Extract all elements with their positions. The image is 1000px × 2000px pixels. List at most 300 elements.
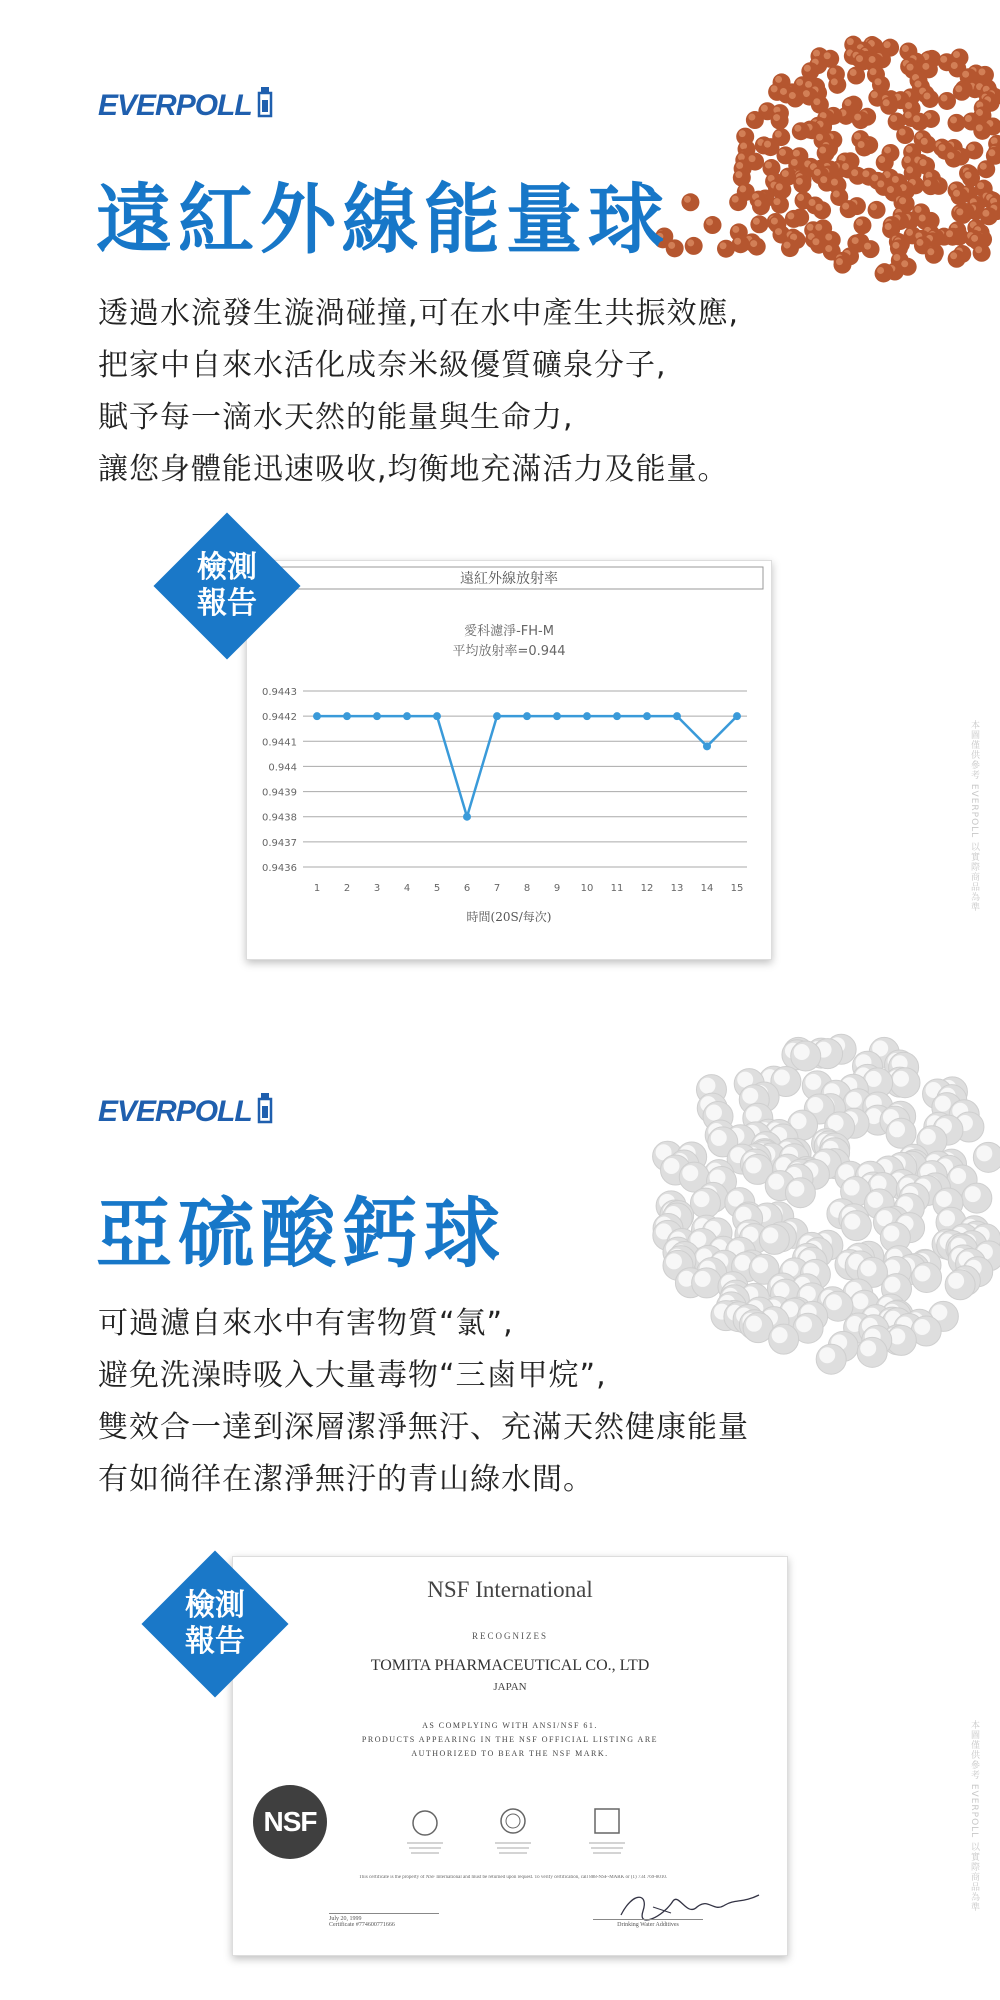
data-point — [493, 712, 501, 720]
red-ball-highlight — [816, 204, 823, 211]
red-ball — [896, 126, 914, 144]
nsf-logo-text: NSF — [263, 1806, 317, 1837]
red-ball — [852, 111, 870, 129]
red-ball-highlight — [950, 116, 957, 123]
red-ball-highlight — [884, 41, 891, 48]
red-ball — [813, 201, 831, 219]
red-ball-highlight — [854, 114, 861, 121]
red-ball — [954, 206, 972, 224]
red-ball-highlight — [825, 245, 832, 252]
red-ball-highlight — [870, 203, 877, 210]
red-ball-highlight — [748, 114, 755, 121]
red-ball-highlight — [796, 178, 803, 185]
red-ball — [833, 256, 851, 274]
red-ball-highlight — [816, 134, 823, 141]
desc-line: 可過濾自來水中有害物質“氯”, — [98, 1306, 514, 1341]
red-ball-highlight — [956, 208, 963, 215]
red-ball-highlight — [780, 88, 787, 95]
desc-line: 有如徜徉在潔淨無汙的青山綠水間。 — [98, 1462, 594, 1497]
red-ball — [752, 197, 770, 215]
white-ball-highlight — [711, 1130, 727, 1146]
red-ball-highlight — [953, 190, 960, 197]
red-ball-highlight — [901, 260, 908, 267]
white-ball-highlight — [950, 1168, 966, 1184]
white-ball-highlight — [746, 1106, 762, 1122]
red-ball-highlight — [965, 115, 972, 122]
red-ball — [729, 193, 747, 211]
white-ball-highlight — [860, 1340, 876, 1356]
side-disclaimer: 本圖僅供參考 EVERPOLL 以實際商品為準 — [969, 720, 979, 913]
red-ball-highlight — [940, 94, 947, 101]
red-ball-highlight — [805, 81, 812, 88]
red-ball — [938, 92, 956, 110]
red-ball-highlight — [874, 78, 881, 85]
data-point — [373, 712, 381, 720]
red-ball-highlight — [796, 79, 803, 86]
desc-line: 透過水流發生漩渦碰撞,可在水中產生共振效應, — [98, 296, 740, 331]
red-ball-highlight — [920, 159, 927, 166]
cert-recognizes: RECOGNIZES — [472, 1631, 548, 1641]
red-ball-highlight — [732, 196, 739, 203]
cert-statement — [233, 1719, 787, 1761]
white-ball-highlight — [663, 1158, 679, 1174]
x-tick-label: 15 — [730, 883, 744, 894]
white-ball-highlight — [752, 1257, 768, 1273]
x-tick-label: 11 — [610, 883, 624, 894]
red-ball-highlight — [750, 240, 757, 247]
red-ball-highlight — [869, 68, 876, 75]
white-ball-highlight — [774, 1070, 790, 1086]
red-ball-highlight — [854, 133, 861, 140]
red-ball — [911, 113, 929, 131]
desc-line: 雙效合一達到深層潔淨無汙、充滿天然健康能量 — [98, 1410, 749, 1445]
data-point — [643, 712, 651, 720]
white-ball-highlight — [976, 1145, 992, 1161]
red-ball-highlight — [982, 210, 989, 217]
cert-country: JAPAN — [493, 1681, 527, 1693]
red-ball-highlight — [927, 248, 934, 255]
red-ball-highlight — [978, 68, 985, 75]
white-ball-highlight — [772, 1327, 788, 1343]
red-ball-highlight — [735, 171, 742, 178]
red-ball-highlight — [915, 206, 922, 213]
white-ball-highlight — [774, 1282, 790, 1298]
red-ball-highlight — [921, 138, 928, 145]
section1-title: 遠紅外線能量球 — [96, 175, 670, 264]
red-ball — [704, 216, 722, 234]
red-ball — [875, 264, 893, 282]
red-ball-highlight — [976, 124, 983, 131]
red-ball-highlight — [914, 81, 921, 88]
red-ball-highlight — [797, 194, 804, 201]
cert-footer-note: This certificate is the property of NSF International and must be returned upon request. To verify certification, call 888-NSF-MARK or (1) 734 769-8010. — [358, 1875, 668, 1880]
red-ball-highlight — [939, 144, 946, 151]
white-ball-highlight — [867, 1192, 883, 1208]
red-ball-highlight — [794, 125, 801, 132]
red-ball-highlight — [946, 230, 953, 237]
red-ball-highlight — [947, 152, 954, 159]
red-ball-highlight — [775, 228, 782, 235]
desc-line: 賦予每一滴水天然的能量與生命力, — [98, 400, 574, 435]
red-ball-highlight — [922, 63, 929, 70]
data-point — [673, 712, 681, 720]
white-ball-highlight — [883, 1225, 899, 1241]
red-ball-highlight — [807, 224, 814, 231]
red-ball — [880, 97, 898, 115]
red-ball-highlight — [775, 76, 782, 83]
x-tick-label: 2 — [343, 883, 351, 894]
red-ball — [771, 112, 789, 130]
white-ball-highlight — [965, 1186, 981, 1202]
white-ball-highlight — [796, 1316, 812, 1332]
red-ball-highlight — [809, 199, 816, 206]
red-ball — [685, 237, 703, 255]
white-ball-highlight — [693, 1191, 709, 1207]
red-ball-highlight — [890, 115, 897, 122]
y-tick-label: 0.9438 — [262, 812, 297, 824]
red-ball — [921, 90, 939, 108]
desc-line: 讓您身體能迅速吸收,均衡地充滿活力及能量。 — [98, 452, 729, 487]
data-point — [613, 712, 621, 720]
red-ball-highlight — [856, 219, 863, 226]
red-ball-highlight — [919, 214, 926, 221]
white-ball-highlight — [844, 1214, 860, 1230]
red-ball-highlight — [814, 169, 821, 176]
red-ball-highlight — [905, 111, 912, 118]
data-point — [343, 712, 351, 720]
red-ball-highlight — [902, 45, 909, 52]
chart-subtitle: 平均放射率=0.944 — [452, 644, 566, 659]
red-ball — [717, 240, 735, 258]
red-ball-highlight — [884, 146, 891, 153]
red-ball — [793, 175, 811, 193]
red-ball-highlight — [892, 242, 899, 249]
x-tick-label: 10 — [580, 883, 594, 894]
desc-line: 避免洗澡時吸入大量毒物“三鹵甲烷”, — [98, 1358, 607, 1393]
red-ball-highlight — [771, 85, 778, 92]
badge-line: 檢測 — [197, 550, 257, 585]
cert-number: Certificate #774600771666 — [329, 1922, 395, 1928]
data-point — [703, 742, 711, 750]
red-ball-highlight — [955, 85, 962, 92]
red-ball-highlight — [779, 149, 786, 156]
white-ball-highlight — [948, 1273, 964, 1289]
red-ball — [973, 122, 991, 140]
red-ball-highlight — [847, 38, 854, 45]
y-tick-label: 0.9442 — [262, 712, 297, 724]
badge-line: 檢測 — [185, 1588, 245, 1623]
red-ball-highlight — [734, 238, 741, 245]
nsf-certificate-card — [232, 1556, 788, 1956]
white-ball-highlight — [860, 1260, 876, 1276]
y-tick-label: 0.9437 — [262, 837, 297, 849]
red-ball-highlight — [887, 186, 894, 193]
white-ball-highlight — [706, 1104, 722, 1120]
red-ball — [748, 238, 766, 256]
red-ball-highlight — [851, 169, 858, 176]
red-ball-highlight — [782, 170, 789, 177]
bottle-icon — [256, 86, 274, 126]
y-tick-label: 0.9439 — [262, 787, 297, 799]
white-ball-highlight — [807, 1097, 823, 1113]
x-tick-label: 4 — [403, 883, 411, 894]
red-ball-highlight — [687, 239, 694, 246]
white-ball-highlight — [844, 1180, 860, 1196]
badge-line: 報告 — [185, 1624, 245, 1659]
seal-icon — [413, 1811, 437, 1835]
red-ball — [746, 111, 764, 129]
data-point — [583, 712, 591, 720]
section2-title: 亞硫酸鈣球 — [96, 1189, 506, 1278]
data-point — [313, 712, 321, 720]
red-ball-highlight — [739, 130, 746, 137]
red-ball-highlight — [962, 71, 969, 78]
cert-statement-line: AUTHORIZED TO BEAR THE NSF MARK. — [411, 1749, 609, 1758]
everpoll-logo: EVERPOLL — [98, 86, 274, 126]
red-ball-highlight — [923, 92, 930, 99]
white-ball-highlight — [695, 1271, 711, 1287]
red-ball-highlight — [829, 68, 836, 75]
red-ball-highlight — [904, 156, 911, 163]
chart-title: 遠紅外線放射率 — [460, 571, 558, 587]
red-ball-highlight — [924, 180, 931, 187]
red-ball-highlight — [856, 55, 863, 62]
red-ball-highlight — [754, 200, 761, 207]
red-ball-highlight — [899, 129, 906, 136]
white-ball-highlight — [914, 1319, 930, 1335]
red-ball-highlight — [820, 176, 827, 183]
red-ball-highlight — [906, 166, 913, 173]
data-point — [463, 813, 471, 821]
white-ball-highlight — [828, 1115, 844, 1131]
red-ball-highlight — [732, 226, 739, 233]
badge-line: 報告 — [197, 586, 257, 621]
red-ball-highlight — [773, 114, 780, 121]
white-ball-highlight — [768, 1174, 784, 1190]
white-ball-highlight — [699, 1078, 715, 1094]
red-ball-highlight — [706, 219, 713, 226]
red-ball-highlight — [852, 237, 859, 244]
x-tick-label: 12 — [640, 883, 654, 894]
red-ball-highlight — [783, 242, 790, 249]
white-ball-highlight — [746, 1157, 762, 1173]
white-ball-highlight — [846, 1092, 862, 1108]
cert-statement-line: PRODUCTS APPEARING IN THE NSF OFFICIAL LISTING ARE — [361, 1735, 659, 1744]
red-ball-highlight — [813, 98, 820, 105]
white-ball-highlight — [885, 1277, 901, 1293]
red-ball-highlight — [773, 198, 780, 205]
red-ball-highlight — [771, 218, 778, 225]
red-ball — [951, 187, 969, 205]
y-tick-label: 0.944 — [268, 762, 297, 774]
y-tick-label: 0.9443 — [262, 687, 297, 698]
cert-date-block — [329, 1913, 439, 1928]
white-ball-highlight — [666, 1253, 682, 1269]
red-ball — [771, 196, 789, 214]
red-ball-highlight — [824, 52, 831, 59]
red-ball-highlight — [831, 179, 838, 186]
x-tick-label: 5 — [433, 883, 441, 894]
seal-icon — [595, 1809, 619, 1833]
red-ball — [922, 177, 940, 195]
red-ball-highlight — [883, 99, 890, 106]
red-ball-highlight — [842, 163, 849, 170]
data-point — [733, 712, 741, 720]
white-ball-highlight — [682, 1165, 698, 1181]
red-ball-highlight — [977, 182, 984, 189]
x-tick-label: 3 — [373, 883, 381, 894]
cert-org: NSF International — [427, 1577, 593, 1602]
red-ball — [785, 210, 803, 228]
white-ball-highlight — [805, 1074, 821, 1090]
red-ball — [973, 244, 991, 262]
white-ball-highlight — [819, 1347, 835, 1363]
red-ball-highlight — [850, 69, 857, 76]
x-tick-label: 9 — [553, 883, 561, 894]
section2-description — [98, 1298, 749, 1506]
red-ball-highlight — [775, 131, 782, 138]
red-ball — [853, 216, 871, 234]
white-ball-highlight — [920, 1129, 936, 1145]
red-ball — [792, 122, 810, 140]
red-ball-highlight — [913, 115, 920, 122]
white-ball-highlight — [939, 1210, 955, 1226]
red-ball-highlight — [878, 156, 885, 163]
side-disclaimer: 本圖僅供參考 EVERPOLL 以實際商品為準 — [969, 1720, 979, 1913]
red-ball-highlight — [975, 246, 982, 253]
red-ball — [925, 246, 943, 264]
red-ball-highlight — [988, 149, 995, 156]
red-ball-highlight — [862, 170, 869, 177]
white-ball-highlight — [915, 1265, 931, 1281]
red-ball-highlight — [905, 102, 912, 109]
red-ball-highlight — [761, 105, 768, 112]
red-ball — [977, 160, 995, 178]
red-ball-highlight — [916, 239, 923, 246]
red-ball-highlight — [764, 141, 771, 148]
red-ball — [786, 90, 804, 108]
red-ball-highlight — [899, 197, 906, 204]
red-ball-highlight — [940, 56, 947, 63]
cert-statement-line: AS COMPLYING WITH ANSI/NSF 61. — [422, 1721, 598, 1730]
red-ball-highlight — [753, 218, 760, 225]
white-ball-highlight — [893, 1071, 909, 1087]
red-ball-highlight — [825, 233, 832, 240]
red-ball-highlight — [980, 163, 987, 170]
white-ball-highlight — [742, 1088, 758, 1104]
x-axis-label: 時間(20S/每次) — [466, 910, 552, 924]
white-ball-highlight — [788, 1181, 804, 1197]
data-point — [403, 712, 411, 720]
red-ball-highlight — [804, 65, 811, 72]
red-ball — [847, 67, 865, 85]
red-ball-highlight — [971, 235, 978, 242]
red-ball-highlight — [864, 243, 871, 250]
red-ball — [862, 240, 880, 258]
red-ball — [681, 193, 699, 211]
red-ball — [945, 150, 963, 168]
x-tick-label: 6 — [463, 883, 471, 894]
red-ball-highlight — [965, 172, 972, 179]
red-ball — [750, 215, 768, 233]
red-ball-highlight — [842, 203, 849, 210]
data-point — [433, 712, 441, 720]
white-ball-highlight — [889, 1121, 905, 1137]
red-ball-highlight — [831, 78, 838, 85]
red-ball-highlight — [736, 162, 743, 169]
white-ball-highlight — [852, 1293, 868, 1309]
cert-company: TOMITA PHARMACEUTICAL CO., LTD — [370, 1657, 650, 1674]
red-ball-highlight — [968, 144, 975, 151]
red-ball — [944, 228, 962, 246]
red-ball-highlight — [871, 91, 878, 98]
test-report-badge-label — [163, 1572, 267, 1676]
desc-line: 把家中自來水活化成奈米級優質礦泉分子, — [98, 348, 667, 383]
y-tick-label: 0.9436 — [262, 863, 297, 874]
white-ball-highlight — [762, 1227, 778, 1243]
chart-subtitle: 愛科濾淨-FH-M — [464, 624, 554, 639]
red-ball-highlight — [765, 162, 772, 169]
white-ball-highlight — [936, 1191, 952, 1207]
red-ball-highlight — [813, 50, 820, 57]
emissivity-line-chart — [247, 561, 771, 959]
red-ball-highlight — [833, 190, 840, 197]
seal-icon — [501, 1809, 525, 1833]
white-ball-highlight — [794, 1044, 810, 1060]
white-ball-highlight — [791, 1113, 807, 1129]
cert-signer: Drinking Water Additives — [593, 1919, 703, 1928]
red-ball — [828, 76, 846, 94]
red-ball — [868, 201, 886, 219]
red-ball-highlight — [892, 176, 899, 183]
red-ball-highlight — [720, 242, 727, 249]
red-ball-highlight — [906, 229, 913, 236]
red-ball-highlight — [871, 174, 878, 181]
data-point — [523, 712, 531, 720]
red-ball — [781, 239, 799, 257]
red-ball-highlight — [950, 252, 957, 259]
cert-date: July 20, 1999 — [329, 1916, 362, 1922]
red-ball-highlight — [819, 146, 826, 153]
x-tick-label: 14 — [700, 883, 714, 894]
nsf-logo — [253, 1785, 327, 1859]
white-ball-highlight — [826, 1294, 842, 1310]
red-ball — [840, 200, 858, 218]
red-ball-highlight — [907, 64, 914, 71]
red-ball-highlight — [869, 56, 876, 63]
red-ball-highlight — [877, 180, 884, 187]
y-tick-label: 0.9441 — [262, 737, 297, 749]
red-ball-highlight — [787, 212, 794, 219]
emissivity-chart-card — [246, 560, 772, 960]
red-ball — [817, 144, 835, 162]
x-tick-label: 1 — [313, 883, 321, 894]
red-ball — [948, 250, 966, 268]
red-ball-highlight — [812, 238, 819, 245]
x-tick-label: 8 — [523, 883, 531, 894]
certification-seals — [405, 1807, 725, 1867]
red-ball-highlight — [791, 159, 798, 166]
red-ball-highlight — [885, 223, 892, 230]
everpoll-logo: EVERPOLL — [98, 1092, 274, 1132]
red-ball-highlight — [877, 267, 884, 274]
bottle-icon — [256, 1092, 274, 1132]
red-ball-highlight — [749, 155, 756, 162]
white-ball-highlight — [735, 1255, 751, 1271]
red-ball-highlight — [789, 92, 796, 99]
test-report-badge-label — [175, 534, 279, 638]
white-ball-highlight — [935, 1096, 951, 1112]
